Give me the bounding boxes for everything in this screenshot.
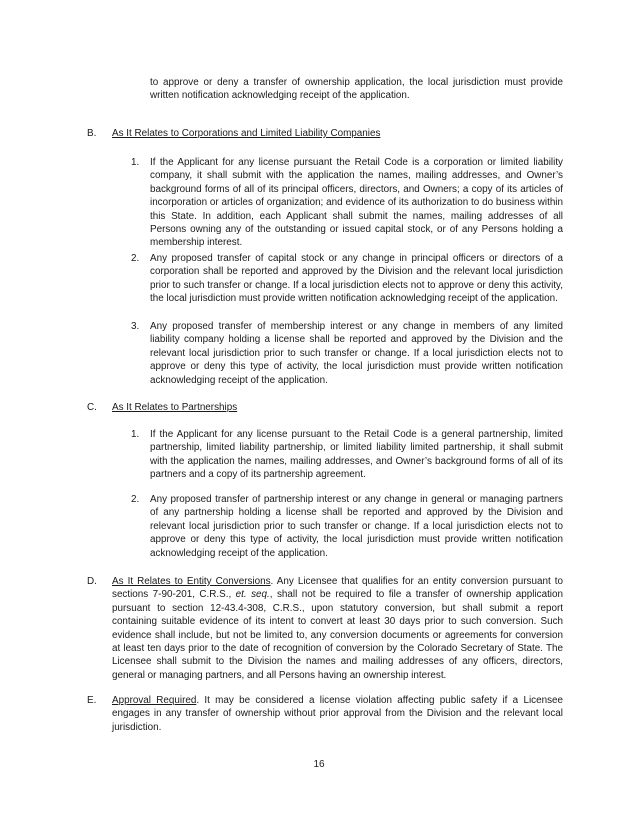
section-e-title: Approval Required	[112, 695, 197, 706]
item-number: 1.	[131, 429, 140, 440]
section-d-italic: et. seq.	[235, 589, 270, 601]
section-d	[87, 575, 563, 682]
intro-paragraph: to approve or deny a transfer of ownership application, the local jurisdiction must provide written notification acknowledging receipt of the application.	[150, 77, 563, 102]
item-text: If the Applicant for any license pursuant the Retail Code is a corporation or limited liability company, it shall submit with the application the names, mailing addresses, and Owner’s background forms of all of its principal officers, directors, and Owners; a copy of its articles of incorporation or articles of organization; and evidence of its authorization to do business within this State. In addition, each Applicant shall submit the names, mailing addresses of all Persons owning any of the outstanding or issued capital stock, or of any Persons holding a membership interest.	[150, 157, 563, 249]
section-c-letter: C.	[87, 402, 97, 413]
item-number: 2.	[131, 494, 140, 505]
section-e-letter: E.	[87, 695, 97, 706]
section-b-item-1	[131, 156, 563, 250]
section-b-item-3	[131, 320, 563, 387]
item-number: 1.	[131, 157, 140, 168]
section-b-heading	[87, 127, 380, 140]
section-e-paragraph	[112, 694, 563, 734]
section-c-heading	[87, 401, 237, 414]
item-number: 2.	[131, 253, 140, 264]
section-d-letter: D.	[87, 576, 97, 587]
section-e	[87, 694, 563, 734]
section-e-text: . It may be considered a license violation affecting public safety if a Licensee engages in any transfer of ownership without prior approval from the Division and the relevant local jurisdiction.	[112, 695, 563, 733]
section-b-item-2	[131, 252, 563, 306]
section-b-title: As It Relates to Corporations and Limited Liability Companies	[112, 128, 381, 139]
section-c-item-1	[131, 428, 563, 482]
item-number: 3.	[131, 321, 140, 332]
section-d-paragraph	[112, 575, 563, 682]
section-b-letter: B.	[87, 128, 97, 139]
item-text: Any proposed transfer of capital stock or any change in principal officers or directors of a corporation shall be reported and approved by the Division and the relevant local jurisdiction prior to such transfer or change. If a local jurisdiction elects not to approve or deny this activity, the local jurisdiction must provide written notification acknowledging receipt of the application.	[150, 253, 563, 305]
item-text: If the Applicant for any license pursuant to the Retail Code is a general partnership, limited partnership, limited liability partnership, or limited liability limited partnership, it shall submit with the application the names, mailing addresses, and Owner’s background forms of all of its partners and a copy of its partnership agreement.	[150, 429, 563, 481]
section-d-text-a: . Any Licensee that qualifies for an entity conversion pursuant to sections 7-90-201, C.R.S.,	[112, 576, 563, 601]
section-d-text-b: , shall not be required to file a transfer of ownership application pursuant to section 12-43.4-308, C.R.S., upon statutory conversion, but shall submit a report containing suitable evidence of its intent to convert at least 30 days prior to such conversion. Such evidence shall include, but not be limited to, any conversion documents or agreements for conversion at least ten days prior to the date of recognition of conversion by the Colorado Secretary of State. The Licensee shall submit to the Division the names and mailing addresses of any officers, directors, general or managing partners, and all Persons having an ownership interest.	[112, 589, 563, 681]
section-c-title: As It Relates to Partnerships	[112, 402, 238, 413]
page-number: 16	[313, 759, 325, 770]
section-d-title: As It Relates to Entity Conversions	[112, 576, 271, 587]
item-text: Any proposed transfer of membership interest or any change in members of any limited liability company holding a license shall be reported and approved by the Division and the relevant local jurisdiction prior to such transfer or change. If a local jurisdiction elects not to approve or deny this type of activity, the local jurisdiction must provide written notification acknowledging receipt of the application.	[150, 321, 563, 386]
section-c-item-2	[131, 493, 563, 560]
item-text: Any proposed transfer of partnership interest or any change in general or managing partners of any partnership holding a license shall be reported and approved by the Division and relevant local jurisdiction prior to such transfer or change. If a local jurisdiction elects not to approve or deny this type of activity, the local jurisdiction must provide written notification acknowledging receipt of the application.	[150, 494, 563, 559]
